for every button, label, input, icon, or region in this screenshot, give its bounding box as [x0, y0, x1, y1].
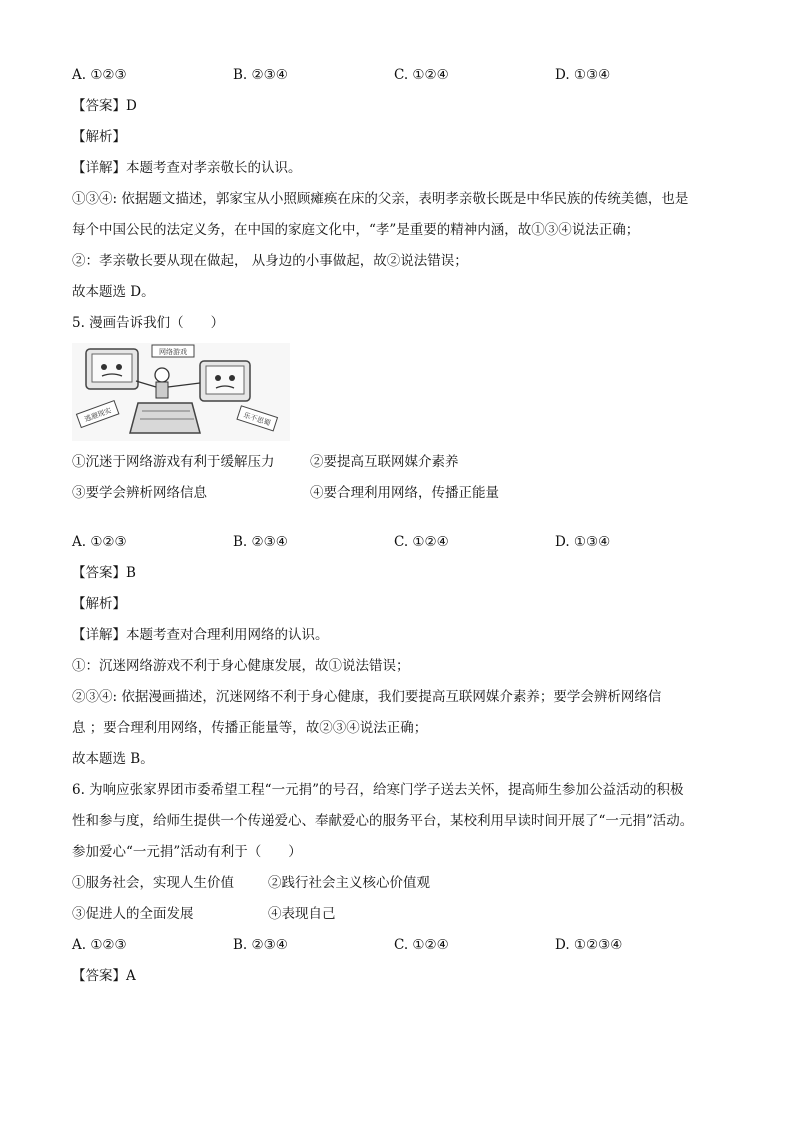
q6-question-line-2: 性和参与度，给师生提供一个传递爱心、奉献爱心的服务平台，某校利用早读时间开展了“一元捐”活动。 — [72, 813, 694, 829]
q5-option-a: A. ①②③ — [72, 534, 127, 550]
q6-statement-2: ②践行社会主义核心价值观 — [268, 875, 430, 891]
q4-answer: 【答案】D — [72, 98, 137, 114]
q5-option-d: D. ①③④ — [555, 534, 611, 550]
q4-option-d: D. ①③④ — [555, 67, 611, 83]
q6-option-d: D. ①②③④ — [555, 937, 623, 953]
q4-analysis-label: 【解析】 — [72, 129, 126, 145]
q5-para-2: ②③④: 依据漫画描述，沉迷网络不利于身心健康，我们要提高互联网媒介素养；要学会辨析网络信 — [72, 689, 662, 705]
q4-conclusion: 故本题选 D。 — [72, 284, 155, 300]
cartoon-label-right: 乐不思蜀 — [242, 411, 272, 428]
cartoon-label-top: 网络游戏 — [159, 348, 187, 356]
q5-para-1: ①：沉迷网络游戏不利于身心健康发展，故①说法错误； — [72, 658, 410, 674]
q4-option-a: A. ①②③ — [72, 67, 127, 83]
q5-statement-4: ④要合理利用网络，传播正能量 — [310, 485, 499, 501]
q6-statement-3: ③促进人的全面发展 — [72, 906, 194, 922]
q5-statement-2: ②要提高互联网媒介素养 — [310, 454, 459, 470]
q5-analysis-label: 【解析】 — [72, 596, 126, 612]
q5-detail: 【详解】本题考查对合理利用网络的认识。 — [72, 627, 329, 643]
q5-question: 5. 漫画告诉我们（ ） — [72, 315, 225, 331]
q6-question-line-3: 参加爱心“一元捐”活动有利于（ ） — [72, 844, 302, 860]
q6-statements-row-2 — [72, 899, 732, 930]
q5-statement-1: ①沉迷于网络游戏有利于缓解压力 — [72, 454, 275, 470]
q5-options — [72, 527, 732, 558]
q6-option-c: C. ①②④ — [394, 937, 449, 953]
q4-detail: 【详解】本题考查对孝亲敬长的认识。 — [72, 160, 302, 176]
q5-statements-row-2 — [72, 478, 732, 509]
q4-option-c: C. ①②④ — [394, 67, 449, 83]
document-page — [72, 60, 732, 992]
q6-question-line-1: 6. 为响应张家界团市委希望工程“一元捐”的号召，给寒门学子送去关怀，提高师生参加公益活动的积极 — [72, 782, 684, 798]
q5-option-b: B. ②③④ — [233, 534, 288, 550]
q4-para-1: ①③④: 依据题文描述，郭家宝从小照顾瘫痪在床的父亲，表明孝亲敬长既是中华民族的传统美德，也是 — [72, 191, 689, 207]
q5-option-c: C. ①②④ — [394, 534, 449, 550]
q4-para-3: ②：孝亲敬长要从现在做起， 从身边的小事做起，故②说法错误； — [72, 253, 468, 269]
q4-options — [72, 60, 732, 91]
q6-options — [72, 930, 732, 961]
q5-para-3: 息 ；要合理利用网络，传播正能量等，故②③④说法正确； — [72, 720, 428, 736]
q6-statement-1: ①服务社会，实现人生价值 — [72, 875, 234, 891]
cartoon-label-left: 逃避现实 — [83, 406, 113, 424]
q6-answer: 【答案】A — [72, 968, 136, 984]
q5-conclusion: 故本题选 B。 — [72, 751, 154, 767]
q5-answer: 【答案】B — [72, 565, 136, 581]
cartoon-image — [72, 343, 290, 441]
q6-option-b: B. ②③④ — [233, 937, 288, 953]
q5-statements-row-1 — [72, 447, 732, 478]
q6-statement-4: ④表现自己 — [268, 906, 336, 922]
spacer — [72, 509, 732, 527]
q4-para-2: 每个中国公民的法定义务，在中国的家庭文化中，“孝”是重要的精神内涵，故①③④说法正确； — [72, 222, 640, 238]
q6-option-a: A. ①②③ — [72, 937, 127, 953]
q5-statement-3: ③要学会辨析网络信息 — [72, 485, 207, 501]
q4-option-b: B. ②③④ — [233, 67, 288, 83]
q6-statements-row-1 — [72, 868, 732, 899]
